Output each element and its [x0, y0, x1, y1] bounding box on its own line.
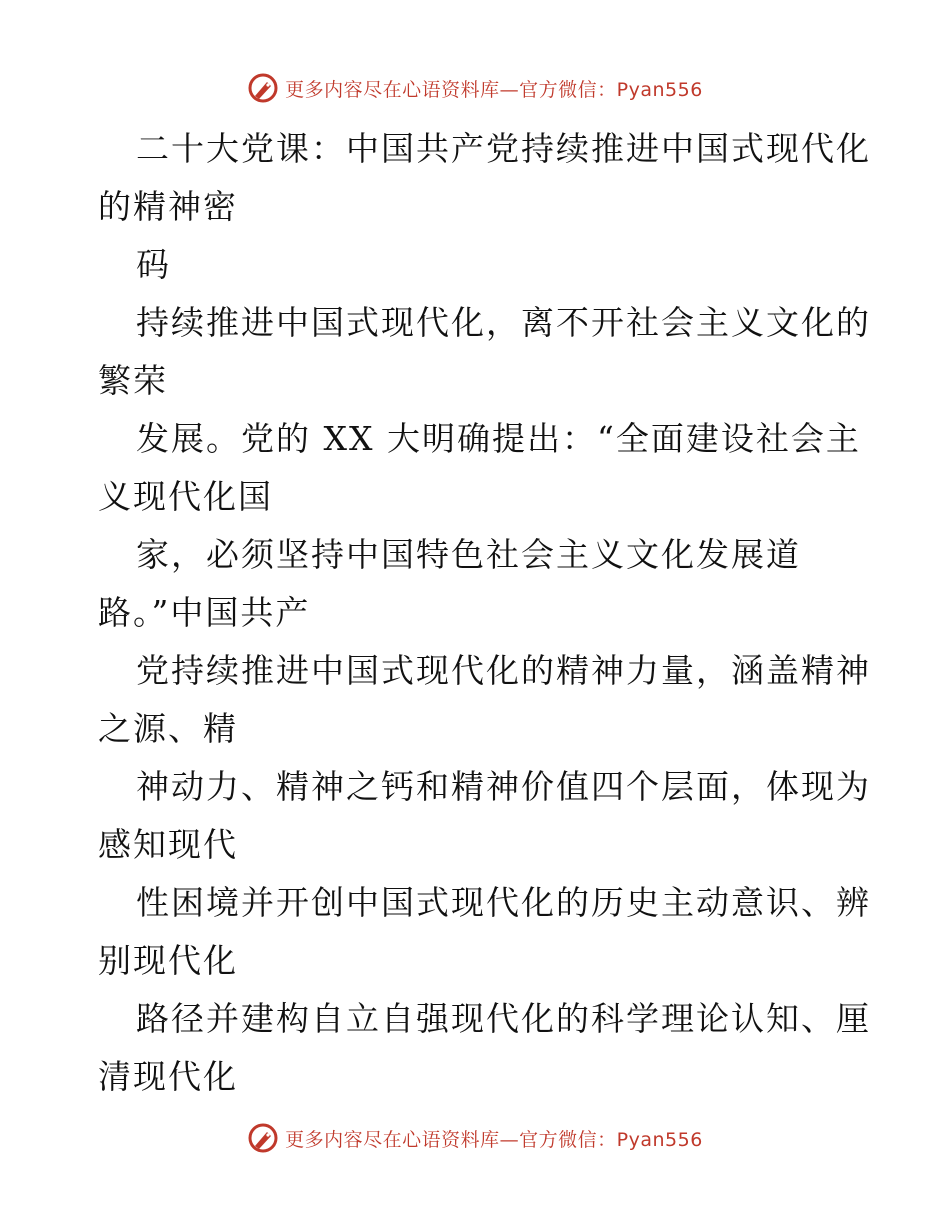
banner-text — [285, 75, 703, 102]
banner-promo-text: 更多内容尽在心语资料库—官方微信： — [285, 78, 617, 101]
document-line: 二十大党课：中国共产党持续推进中国式现代化 — [136, 129, 871, 168]
document-line: 性困境并开创中国式现代化的历史主动意识、辨 — [136, 883, 871, 922]
document-line: 别现代化 — [98, 941, 238, 980]
document-line: 码 — [136, 245, 171, 284]
document-line: 发展。党的 XX 大明确提出：“全面建设社会主 — [136, 419, 861, 458]
document-line: 神动力、精神之钙和精神价值四个层面，体现为 — [136, 767, 871, 806]
page-header-banner — [0, 72, 950, 104]
pen-logo-icon — [247, 72, 279, 104]
pen-logo-icon — [247, 1122, 279, 1154]
banner-promo-text: 更多内容尽在心语资料库—官方微信： — [285, 1128, 617, 1151]
document-line: 持续推进中国式现代化，离不开社会主义文化的 — [136, 303, 871, 342]
document-line: 之源、精 — [98, 709, 238, 748]
document-line: 路。”中国共产 — [98, 593, 311, 632]
document-line: 党持续推进中国式现代化的精神力量，涵盖精神 — [136, 651, 871, 690]
banner-text — [285, 1125, 703, 1152]
banner-wechat-id: Pyan556 — [616, 1128, 703, 1151]
document-line: 的精神密 — [98, 187, 238, 226]
page-footer-banner — [0, 1122, 950, 1154]
document-line: 繁荣 — [98, 361, 168, 400]
document-line: 感知现代 — [98, 825, 238, 864]
document-body — [98, 120, 871, 1106]
document-line: 路径并建构自立自强现代化的科学理论认知、厘 — [136, 999, 871, 1038]
document-line: 义现代化国 — [98, 477, 273, 516]
document-line: 家，必须坚持中国特色社会主义文化发展道 — [136, 535, 801, 574]
document-line: 清现代化 — [98, 1057, 238, 1096]
banner-wechat-id: Pyan556 — [616, 78, 703, 101]
